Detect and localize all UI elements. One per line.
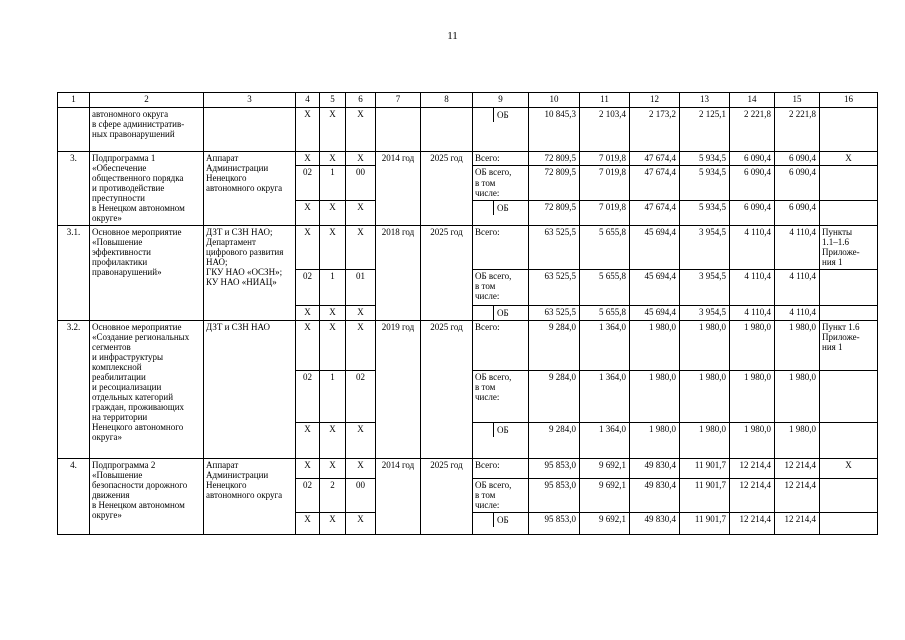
start-year: 2018 год bbox=[376, 225, 421, 320]
note-empty bbox=[820, 269, 878, 305]
funding-type: Всего: bbox=[473, 225, 529, 269]
code-5: 1 bbox=[320, 269, 346, 305]
code-4: Х bbox=[296, 152, 320, 166]
amount-col-11: 7 019,8 bbox=[580, 200, 630, 225]
executor: ДЗТ и СЗН НАО; Департамент цифрового развития НАО; ГКУ НАО «ОСЗН»; КУ НАО «НИАЦ» bbox=[204, 225, 296, 320]
amount-col-12: 1 980,0 bbox=[630, 320, 680, 370]
amount-col-11: 5 655,8 bbox=[580, 305, 630, 320]
funding-type bbox=[473, 200, 529, 225]
amount-col-13: 1 980,0 bbox=[680, 370, 730, 422]
amount-col-13: 1 980,0 bbox=[680, 422, 730, 458]
start-year: 2014 год bbox=[376, 152, 421, 226]
amount-col-14: 12 214,4 bbox=[730, 478, 775, 512]
funding-type: Всего: bbox=[473, 152, 529, 166]
code-4: Х bbox=[296, 458, 320, 478]
header-col-16: 16 bbox=[820, 93, 878, 108]
amount-col-13: 11 901,7 bbox=[680, 512, 730, 534]
amount-col-15: 1 980,0 bbox=[775, 320, 820, 370]
funding-type: ОБ всего, в том числе: bbox=[473, 269, 529, 305]
header-col-11: 11 bbox=[580, 93, 630, 108]
code-6: Х bbox=[346, 458, 376, 478]
funding-type bbox=[473, 305, 529, 320]
amount-col-12: 45 694,4 bbox=[630, 225, 680, 269]
code-6: Х bbox=[346, 152, 376, 166]
note-empty bbox=[820, 512, 878, 534]
funding-type bbox=[473, 422, 529, 458]
amount-col-12: 1 980,0 bbox=[630, 422, 680, 458]
note-empty bbox=[820, 200, 878, 225]
measure-name: Основное мероприятие «Повышение эффективности профилактики правонарушений» bbox=[90, 225, 204, 320]
code-5: Х bbox=[320, 320, 346, 370]
table-row bbox=[58, 320, 878, 370]
amount-col-10: 9 284,0 bbox=[529, 422, 580, 458]
amount-col-15: 4 110,4 bbox=[775, 269, 820, 305]
amount-col-10: 63 525,5 bbox=[529, 305, 580, 320]
amount-col-10: 95 853,0 bbox=[529, 458, 580, 478]
end-year: 2025 год bbox=[421, 225, 473, 320]
note-empty bbox=[820, 305, 878, 320]
code-6: Х bbox=[346, 320, 376, 370]
header-col-14: 14 bbox=[730, 93, 775, 108]
measure-name: автономного округа в сфере административ- ных правонарушений bbox=[90, 108, 204, 152]
code-4: 02 bbox=[296, 269, 320, 305]
amount-col-12: 49 830,4 bbox=[630, 458, 680, 478]
amount-col-14: 6 090,4 bbox=[730, 200, 775, 225]
header-col-3: 3 bbox=[204, 93, 296, 108]
start-year bbox=[376, 108, 421, 152]
amount-col-12: 1 980,0 bbox=[630, 370, 680, 422]
amount-col-13: 5 934,5 bbox=[680, 200, 730, 225]
note-empty bbox=[820, 166, 878, 200]
amount-col-15: 6 090,4 bbox=[775, 200, 820, 225]
header-row bbox=[58, 93, 878, 108]
amount-col-10: 9 284,0 bbox=[529, 320, 580, 370]
amount-col-13: 11 901,7 bbox=[680, 478, 730, 512]
note: Пункты 1.1–1.6 Приложе- ния 1 bbox=[820, 225, 878, 269]
executor: Аппарат Администрации Ненецкого автономного округа bbox=[204, 458, 296, 534]
amount-col-15: 1 980,0 bbox=[775, 422, 820, 458]
amount-col-12: 45 694,4 bbox=[630, 305, 680, 320]
amount-col-13: 5 934,5 bbox=[680, 166, 730, 200]
amount-col-11: 2 103,4 bbox=[580, 108, 630, 152]
amount-col-15: 6 090,4 bbox=[775, 166, 820, 200]
amount-col-14: 12 214,4 bbox=[730, 458, 775, 478]
amount-col-12: 49 830,4 bbox=[630, 478, 680, 512]
code-6: Х bbox=[346, 305, 376, 320]
end-year: 2025 год bbox=[421, 458, 473, 534]
header-col-12: 12 bbox=[630, 93, 680, 108]
funding-type: Всего: bbox=[473, 458, 529, 478]
amount-col-15: 4 110,4 bbox=[775, 225, 820, 269]
funding-type-label: ОБ bbox=[497, 307, 509, 318]
program-funding-table bbox=[57, 92, 878, 535]
amount-col-13: 3 954,5 bbox=[680, 305, 730, 320]
header-col-9: 9 bbox=[473, 93, 529, 108]
amount-col-14: 6 090,4 bbox=[730, 166, 775, 200]
row-number: 3.1. bbox=[58, 225, 90, 320]
code-4: Х bbox=[296, 512, 320, 534]
note-empty bbox=[820, 478, 878, 512]
table-row bbox=[58, 108, 878, 152]
code-5: Х bbox=[320, 512, 346, 534]
amount-col-10: 63 525,5 bbox=[529, 225, 580, 269]
amount-col-11: 1 364,0 bbox=[580, 370, 630, 422]
measure-name: Подпрограмма 1 «Обеспечение общественного порядка и противодействие преступности в Ненецком автономном округе» bbox=[90, 152, 204, 226]
amount-col-12: 47 674,4 bbox=[630, 166, 680, 200]
header-col-6: 6 bbox=[346, 93, 376, 108]
code-6: 00 bbox=[346, 478, 376, 512]
funding-type-label: ОБ bbox=[497, 514, 509, 525]
table-row bbox=[58, 152, 878, 166]
funding-type: ОБ всего, в том числе: bbox=[473, 478, 529, 512]
amount-col-11: 5 655,8 bbox=[580, 225, 630, 269]
code-4: Х bbox=[296, 305, 320, 320]
amount-col-15: 1 980,0 bbox=[775, 370, 820, 422]
amount-col-15: 6 090,4 bbox=[775, 152, 820, 166]
funding-type bbox=[473, 512, 529, 534]
header-col-1: 1 bbox=[58, 93, 90, 108]
funding-type bbox=[473, 108, 529, 152]
code-4: Х bbox=[296, 422, 320, 458]
code-4: 02 bbox=[296, 478, 320, 512]
row-number: 3.2. bbox=[58, 320, 90, 458]
note bbox=[820, 108, 878, 152]
amount-col-12: 45 694,4 bbox=[630, 269, 680, 305]
amount-col-14: 1 980,0 bbox=[730, 370, 775, 422]
amount-col-10: 95 853,0 bbox=[529, 512, 580, 534]
header-col-10: 10 bbox=[529, 93, 580, 108]
code-5: Х bbox=[320, 458, 346, 478]
note: Х bbox=[820, 458, 878, 478]
page-number: 11 bbox=[447, 30, 458, 42]
end-year bbox=[421, 108, 473, 152]
table-row bbox=[58, 458, 878, 478]
amount-col-13: 3 954,5 bbox=[680, 269, 730, 305]
code-5: Х bbox=[320, 422, 346, 458]
end-year: 2025 год bbox=[421, 152, 473, 226]
amount-col-15: 12 214,4 bbox=[775, 512, 820, 534]
funding-type-label: ОБ bbox=[497, 202, 509, 213]
amount-col-13: 5 934,5 bbox=[680, 152, 730, 166]
note-empty bbox=[820, 422, 878, 458]
amount-col-14: 4 110,4 bbox=[730, 305, 775, 320]
amount-col-14: 6 090,4 bbox=[730, 152, 775, 166]
code-5: 1 bbox=[320, 370, 346, 422]
code-5: Х bbox=[320, 305, 346, 320]
code-6: Х bbox=[346, 512, 376, 534]
measure-name: Подпрограмма 2 «Повышение безопасности дорожного движения в Ненецком автономном округе» bbox=[90, 458, 204, 534]
code-6: Х bbox=[346, 422, 376, 458]
header-col-13: 13 bbox=[680, 93, 730, 108]
amount-col-12: 47 674,4 bbox=[630, 200, 680, 225]
code-4: Х bbox=[296, 200, 320, 225]
amount-col-10: 9 284,0 bbox=[529, 370, 580, 422]
amount-col-14: 4 110,4 bbox=[730, 225, 775, 269]
funding-type: Всего: bbox=[473, 320, 529, 370]
amount-col-11: 9 692,1 bbox=[580, 478, 630, 512]
start-year: 2014 год bbox=[376, 458, 421, 534]
header-col-2: 2 bbox=[90, 93, 204, 108]
amount-col-11: 9 692,1 bbox=[580, 512, 630, 534]
code-4: 02 bbox=[296, 370, 320, 422]
executor: Аппарат Администрации Ненецкого автономного округа bbox=[204, 152, 296, 226]
code-6: Х bbox=[346, 225, 376, 269]
end-year: 2025 год bbox=[421, 320, 473, 458]
code-5: Х bbox=[320, 225, 346, 269]
amount-col-12: 47 674,4 bbox=[630, 152, 680, 166]
measure-name: Основное мероприятие «Создание региональных сегментов и инфраструктуры комплексной реабилитации и ресоциализации отдельных категорий граждан, проживающих на территории Ненецкого автономного округа» bbox=[90, 320, 204, 458]
amount-col-11: 7 019,8 bbox=[580, 152, 630, 166]
amount-col-10: 72 809,5 bbox=[529, 152, 580, 166]
funding-type-label: ОБ bbox=[497, 110, 509, 120]
amount-col-14: 1 980,0 bbox=[730, 422, 775, 458]
amount-col-15: 12 214,4 bbox=[775, 478, 820, 512]
header-col-8: 8 bbox=[421, 93, 473, 108]
table-row bbox=[58, 225, 878, 269]
row-number: 4. bbox=[58, 458, 90, 534]
amount-col-14: 4 110,4 bbox=[730, 269, 775, 305]
amount-col-14: 12 214,4 bbox=[730, 512, 775, 534]
amount-col-10: 72 809,5 bbox=[529, 200, 580, 225]
start-year: 2019 год bbox=[376, 320, 421, 458]
amount-col-10: 95 853,0 bbox=[529, 478, 580, 512]
amount-col-13: 11 901,7 bbox=[680, 458, 730, 478]
code-4: Х bbox=[296, 320, 320, 370]
amount-col-13: 2 125,1 bbox=[680, 108, 730, 152]
code-5: 2 bbox=[320, 478, 346, 512]
code-6: Х bbox=[346, 108, 376, 152]
note: Х bbox=[820, 152, 878, 166]
amount-col-11: 1 364,0 bbox=[580, 422, 630, 458]
amount-col-14: 2 221,8 bbox=[730, 108, 775, 152]
note-empty bbox=[820, 370, 878, 422]
amount-col-10: 63 525,5 bbox=[529, 269, 580, 305]
amount-col-11: 1 364,0 bbox=[580, 320, 630, 370]
code-6: 02 bbox=[346, 370, 376, 422]
funding-type: ОБ всего, в том числе: bbox=[473, 166, 529, 200]
amount-col-15: 2 221,8 bbox=[775, 108, 820, 152]
amount-col-10: 10 845,3 bbox=[529, 108, 580, 152]
code-6: 01 bbox=[346, 269, 376, 305]
funding-type: ОБ всего, в том числе: bbox=[473, 370, 529, 422]
code-6: 00 bbox=[346, 166, 376, 200]
amount-col-13: 1 980,0 bbox=[680, 320, 730, 370]
code-5: 1 bbox=[320, 166, 346, 200]
amount-col-11: 7 019,8 bbox=[580, 166, 630, 200]
executor: ДЗТ и СЗН НАО bbox=[204, 320, 296, 458]
header-col-15: 15 bbox=[775, 93, 820, 108]
row-number: 3. bbox=[58, 152, 90, 226]
header-col-5: 5 bbox=[320, 93, 346, 108]
amount-col-10: 72 809,5 bbox=[529, 166, 580, 200]
code-5: Х bbox=[320, 152, 346, 166]
code-6: Х bbox=[346, 200, 376, 225]
funding-type-label: ОБ bbox=[497, 424, 509, 435]
code-4: Х bbox=[296, 225, 320, 269]
header-col-7: 7 bbox=[376, 93, 421, 108]
executor bbox=[204, 108, 296, 152]
code-4: 02 bbox=[296, 166, 320, 200]
amount-col-12: 49 830,4 bbox=[630, 512, 680, 534]
amount-col-15: 4 110,4 bbox=[775, 305, 820, 320]
code-5: Х bbox=[320, 200, 346, 225]
note: Пункт 1.6 Приложе- ния 1 bbox=[820, 320, 878, 370]
header-col-4: 4 bbox=[296, 93, 320, 108]
code-5: Х bbox=[320, 108, 346, 152]
amount-col-15: 12 214,4 bbox=[775, 458, 820, 478]
amount-col-13: 3 954,5 bbox=[680, 225, 730, 269]
row-number bbox=[58, 108, 90, 152]
amount-col-11: 9 692,1 bbox=[580, 458, 630, 478]
amount-col-11: 5 655,8 bbox=[580, 269, 630, 305]
code-4: Х bbox=[296, 108, 320, 152]
amount-col-14: 1 980,0 bbox=[730, 320, 775, 370]
amount-col-12: 2 173,2 bbox=[630, 108, 680, 152]
